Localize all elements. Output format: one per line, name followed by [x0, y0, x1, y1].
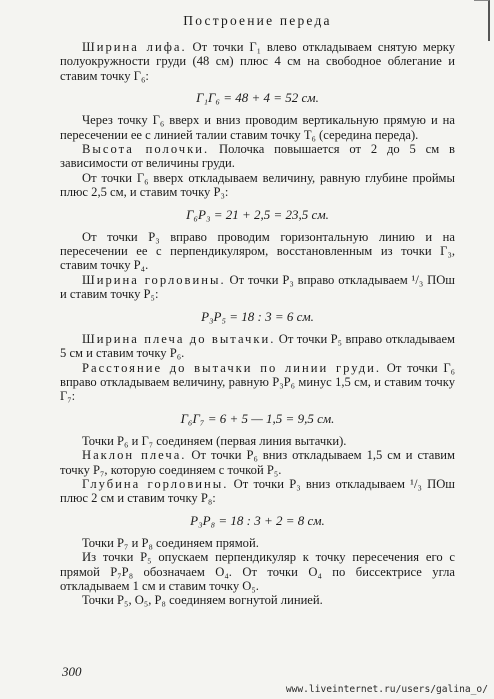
page-number: 300 [62, 664, 82, 679]
paragraph [60, 536, 455, 550]
footer-url[interactable]: www.liveinternet.ru/users/galina_o/ [285, 684, 488, 695]
paragraph-text: От точки Р₃ вниз откладываем ¹/₃ ПОш плюс 2 см и ставим точку Р₈: [60, 476, 455, 506]
page-edge-mark [474, 0, 490, 41]
page-title: Построение переда [183, 13, 332, 28]
paragraph-text: Через точку Г₆ вверх и вниз проводим вертикальную прямую и на пересечении ее с линией талии ставим точку Т₆ (середина переда). [60, 113, 455, 142]
paragraph [60, 142, 455, 171]
paragraph [60, 361, 455, 404]
paragraph-lead: Ширина лифа. [82, 40, 187, 54]
paragraph [60, 273, 455, 302]
paragraph-lead: Высота полочки. [82, 142, 210, 157]
paragraph-lead: Ширина горловины. [82, 272, 226, 287]
paragraph-text: От точки Г₆ вверх откладываем величину, равную глубине проймы плюс 2,5 см, и ставим точку Р₃: [60, 170, 455, 200]
paragraph [60, 593, 455, 607]
paragraph-lead: Наклон плеча. [82, 448, 187, 463]
paragraph [60, 113, 455, 142]
paragraph [60, 434, 455, 448]
paragraph-lead: Расстояние до вытачки по линии груди. [82, 360, 382, 375]
paragraph-text: От точки Р₃ вправо проводим горизонтальную линию и на пересечении ее с перпендикуляром, восстановленным из точки Г₃, ставим точку Р₄. [60, 229, 455, 273]
paragraph [60, 230, 455, 273]
formula: Г₁Г₆ = 48 + 4 = 52 см. [196, 90, 319, 106]
paragraph [60, 171, 455, 200]
paragraph-text: Точки Р₆ и Г₇ соединяем (первая линия вытачки). [82, 433, 347, 448]
paragraph [60, 448, 455, 477]
paragraph-text: Точки Р₇ и Р₈ соединяем прямой. [82, 535, 259, 550]
paragraph-text: От точки Р₆ вниз откладываем 1,5 см и ставим точку Р₇, которую соединяем с точкой Р₅. [60, 448, 455, 477]
formula: Г₆Р₃ = 21 + 2,5 = 23,5 см. [186, 206, 329, 222]
document-body [60, 40, 455, 608]
paragraph [60, 550, 455, 593]
paragraph-text: Полочка повышается от 2 до 5 см в зависимости от величины груди. [60, 142, 455, 171]
document-page [60, 12, 455, 608]
paragraph [60, 40, 455, 83]
paragraph [60, 332, 455, 361]
paragraph-text: От точки Г₁ влево откладываем снятую мерку полуокружности груди (48 см) плюс 4 см на свободное облегание и ставим точку Г₆: [60, 40, 455, 83]
paragraph-text: От точки Р₅ вправо откладываем 5 см и ставим точку Р₆. [60, 331, 455, 361]
paragraph-text: Точки Р₅, О₅, Р₈ соединяем вогнутой линией. [82, 593, 323, 608]
formula: Р₃Р₈ = 18 : 3 + 2 = 8 см. [190, 512, 325, 528]
paragraph [60, 477, 455, 506]
paragraph-text: От точки Г₆ вправо откладываем величину, равную Р₃Р₆ минус 1,5 см, и ставим точку Г₇: [60, 360, 455, 404]
paragraph-lead: Ширина плеча до вытачки. [82, 331, 276, 346]
paragraph-text: Из точки Р₅ опускаем перпендикуляр к точку пересечения его с прямой Р₇Р₈ обозначаем О₄. От точки О₄ по биссектрисе угла откладываем 1 см и ставим точку О₅. [60, 550, 455, 593]
paragraph-lead: Глубина горловины. [82, 476, 229, 491]
paragraph-text: От точки Р₃ вправо откладываем ¹/₃ ПОш и ставим точку Р₅: [60, 272, 455, 302]
formula: Р₃Р₅ = 18 : 3 = 6 см. [201, 308, 314, 324]
formula: Г₆Г₇ = 6 + 5 — 1,5 = 9,5 см. [180, 410, 335, 426]
